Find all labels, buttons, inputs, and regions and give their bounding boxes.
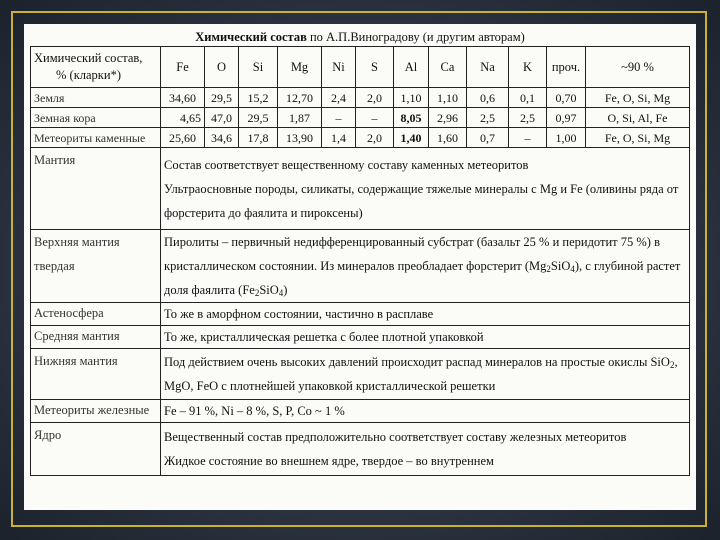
table-cell: 2,0: [356, 88, 394, 108]
row-label: Средняя мантия: [31, 326, 161, 349]
document-sheet: [24, 24, 696, 510]
col-header: проч.: [547, 47, 586, 88]
table-cell: 17,8: [239, 128, 278, 148]
title-bold: Химический состав: [195, 30, 307, 44]
table-cell: –: [509, 128, 547, 148]
desc-row-mantle: [31, 148, 690, 230]
desc-row-asthenosphere: [31, 303, 690, 326]
table-cell: 0,6: [467, 88, 509, 108]
table-row: [31, 108, 690, 128]
col-header: Mg: [278, 47, 322, 88]
table-cell: 2,96: [429, 108, 467, 128]
table-cell: 4,65: [161, 108, 205, 128]
table-cell: 1,87: [278, 108, 322, 128]
table-cell: 1,60: [429, 128, 467, 148]
desc-cell: Вещественный состав предположительно соответствует составу железных метеоритов Жидкое состояние во внешнем ядре, твердое – во внутреннем: [161, 423, 690, 476]
col-header: S: [356, 47, 394, 88]
table-cell: 2,5: [467, 108, 509, 128]
table-cell: 0,1: [509, 88, 547, 108]
desc-cell: То же в аморфном состоянии, частично в расплаве: [161, 303, 690, 326]
table-title: [30, 28, 690, 46]
col-header: Fe: [161, 47, 205, 88]
table-cell: 13,90: [278, 128, 322, 148]
desc-row-iron-meteorites: [31, 400, 690, 423]
table-cell: 0,70: [547, 88, 586, 108]
table-cell: –: [356, 108, 394, 128]
table-cell: Fe, O, Si, Mg: [586, 128, 690, 148]
row-label: Земная кора: [31, 108, 161, 128]
table-cell: 25,60: [161, 128, 205, 148]
table-cell: 1,00: [547, 128, 586, 148]
title-rest: по А.П.Виноградову (и другим авторам): [306, 30, 525, 44]
table-cell: 8,05: [394, 108, 429, 128]
desc-row-middle-mantle: [31, 326, 690, 349]
table-cell: 34,60: [161, 88, 205, 108]
table-cell: 29,5: [239, 108, 278, 128]
table-cell: 2,0: [356, 128, 394, 148]
desc-row-upper-mantle: [31, 230, 690, 303]
table-cell: 2,4: [322, 88, 356, 108]
desc-row-lower-mantle: [31, 349, 690, 400]
col-header: Si: [239, 47, 278, 88]
table-cell: 2,5: [509, 108, 547, 128]
desc-cell: Пиролиты – первичный недифференцированный субстрат (базальт 25 % и перидотит 75 %) в кристаллическом состоянии. Из минералов преобладает форстерит $(Mg_2SiO_4)$, с глубиной растет доля фаялита $(Fe_2SiO_4)$: [161, 230, 690, 303]
row-label: Земля: [31, 88, 161, 108]
header-label: Химический состав, % (кларки*): [31, 47, 161, 88]
table-cell: 1,4: [322, 128, 356, 148]
col-header: Ca: [429, 47, 467, 88]
row-label: Метеориты железные: [31, 400, 161, 423]
desc-cell: Под действием очень высоких давлений происходит распад минералов на простые окислы SiO$_2$, MgO, FeO с плотнейшей упаковкой кристаллической решетки: [161, 349, 690, 400]
table-cell: 0,7: [467, 128, 509, 148]
row-label: Ядро: [31, 423, 161, 476]
row-label: Метеориты каменные: [31, 128, 161, 148]
desc-row-core: [31, 423, 690, 476]
desc-cell: Состав соответствует вещественному составу каменных метеоритов Ультраосновные породы, силикаты, содержащие тяжелые минералы с Mg и Fe (оливины ряда от форстерита до фаялита и пироксены): [161, 148, 690, 230]
table-cell: 0,97: [547, 108, 586, 128]
col-header: Na: [467, 47, 509, 88]
table-row: [31, 88, 690, 108]
row-label: Нижняя мантия: [31, 349, 161, 400]
col-header: K: [509, 47, 547, 88]
desc-cell: Fe – 91 %, Ni – 8 %, S, P, Co ~ 1 %: [161, 400, 690, 423]
table-cell: 1,10: [429, 88, 467, 108]
table-cell: O, Si, Al, Fe: [586, 108, 690, 128]
col-header: Ni: [322, 47, 356, 88]
table-cell: 12,70: [278, 88, 322, 108]
table-cell: 29,5: [205, 88, 239, 108]
table-cell: 1,10: [394, 88, 429, 108]
row-label: Верхняя мантия твердая: [31, 230, 161, 303]
table-cell: 34,6: [205, 128, 239, 148]
header-row: [31, 47, 690, 88]
table-cell: 15,2: [239, 88, 278, 108]
table-cell: Fe, O, Si, Mg: [586, 88, 690, 108]
col-header: Al: [394, 47, 429, 88]
table-cell: 47,0: [205, 108, 239, 128]
col-header: ~90 %: [586, 47, 690, 88]
row-label: Мантия: [31, 148, 161, 230]
table-cell: 1,40: [394, 128, 429, 148]
desc-cell: То же, кристаллическая решетка с более плотной упаковкой: [161, 326, 690, 349]
composition-table: [30, 46, 690, 476]
col-header: O: [205, 47, 239, 88]
table-cell: –: [322, 108, 356, 128]
row-label: Астеносфера: [31, 303, 161, 326]
table-row: [31, 128, 690, 148]
